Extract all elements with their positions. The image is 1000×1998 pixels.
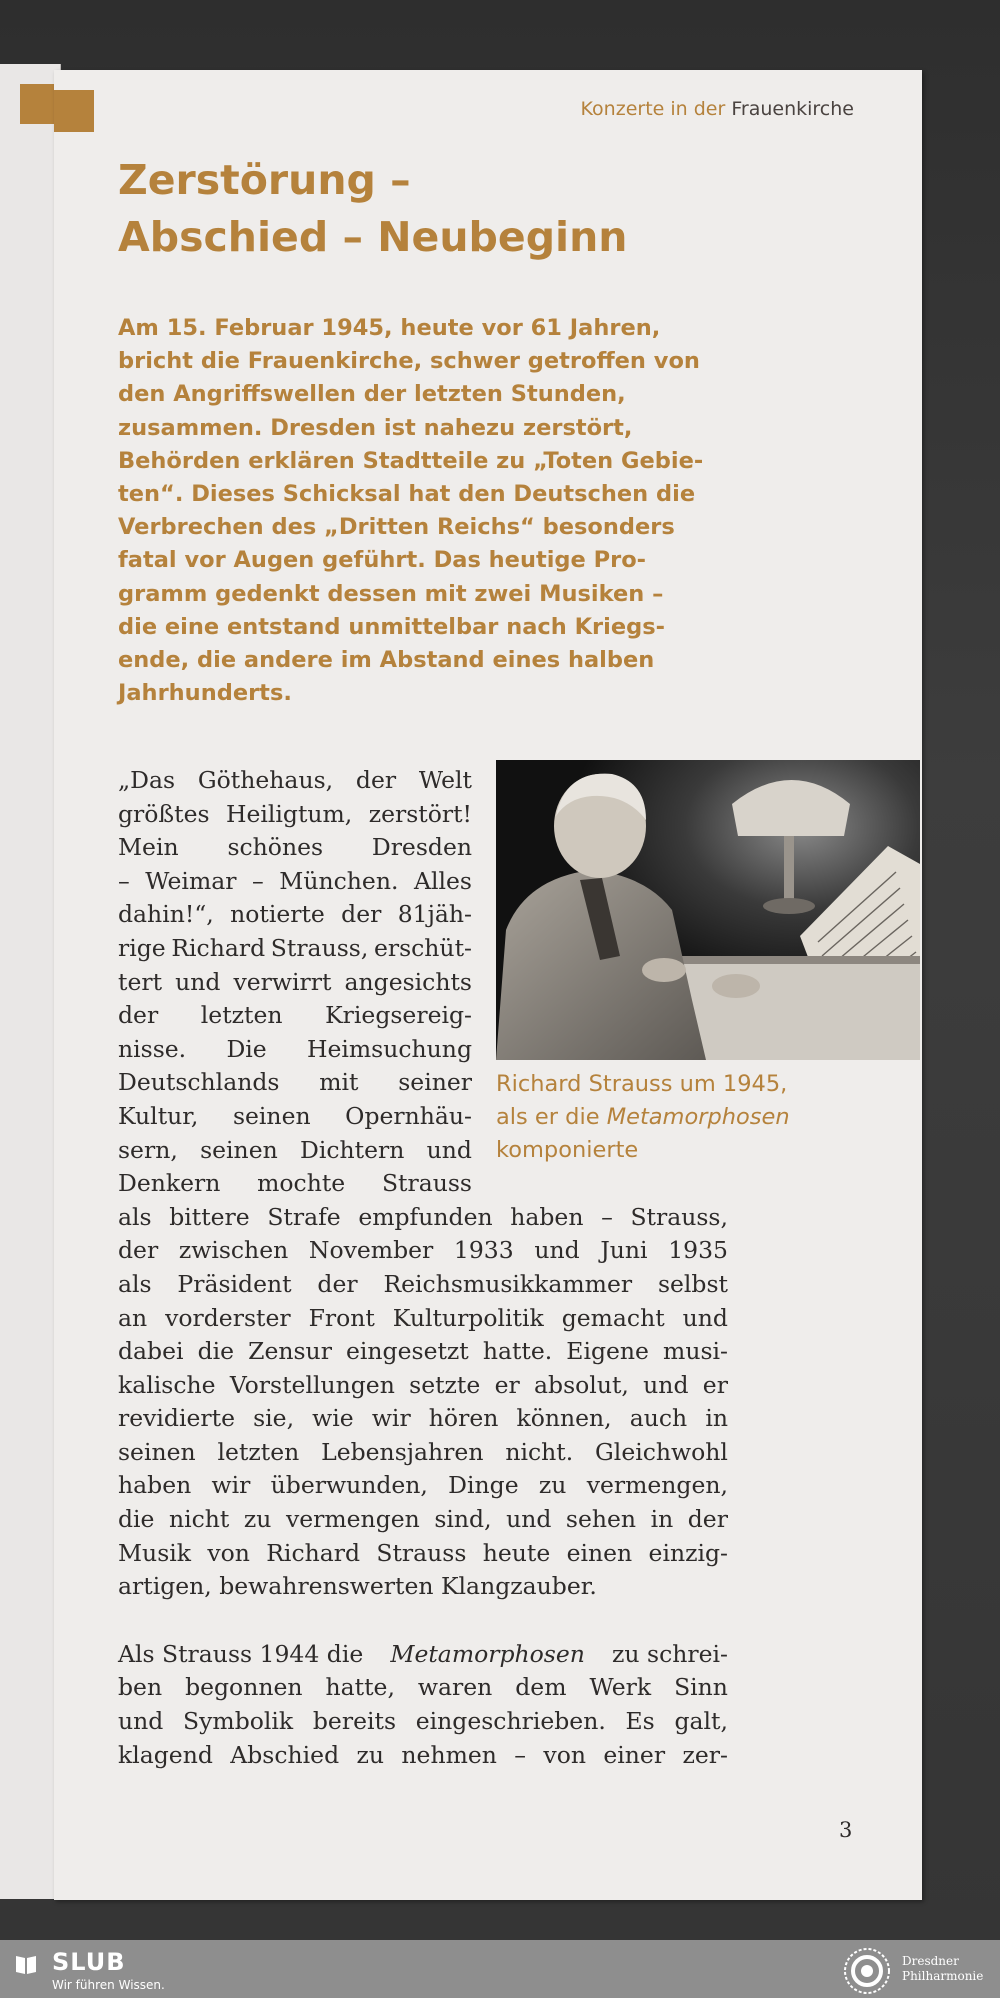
intro-line: Jahrhunderts.: [118, 680, 292, 707]
word: und: [175, 967, 221, 996]
word: können,: [516, 1404, 612, 1433]
intro-line: ende, die andere im Abstand eines halben: [118, 647, 655, 674]
brochure-page: [54, 70, 922, 1900]
word: in: [705, 1404, 728, 1433]
word: einzig-: [648, 1538, 728, 1567]
word: hatte,: [325, 1673, 395, 1702]
word: Eigene: [566, 1337, 649, 1366]
word: Kultur,: [118, 1101, 199, 1130]
footer-bar: [0, 1940, 1000, 1998]
slub-tagline: Wir führen Wissen.: [52, 1978, 165, 1992]
word: und: [643, 1370, 689, 1399]
word: selbst: [657, 1269, 728, 1298]
word: vorderster: [165, 1303, 291, 1332]
word: bereits: [312, 1707, 397, 1736]
word: mit: [319, 1068, 359, 1097]
page-color-tab: [54, 90, 94, 132]
word: seiner: [398, 1068, 472, 1097]
word: waren: [417, 1673, 493, 1702]
body-line: [118, 1638, 728, 1672]
word: Reichsmusikkammer: [383, 1269, 633, 1298]
word: einen: [566, 1538, 633, 1567]
word: Alles: [413, 866, 472, 895]
word: Es: [625, 1707, 655, 1736]
intro-line: die eine entstand unmittelbar nach Kriegs-: [118, 613, 665, 640]
word: Welt: [418, 766, 472, 794]
word: wie: [312, 1404, 354, 1433]
body-line: [118, 1234, 728, 1268]
word: zu: [243, 1505, 272, 1534]
word: hören: [428, 1404, 499, 1433]
body-line: [118, 1671, 728, 1705]
word: vermengen,: [586, 1471, 728, 1500]
body-line: [118, 1268, 728, 1302]
word: größtes: [118, 799, 210, 828]
word: von: [543, 1740, 586, 1769]
paragraph-gap: [118, 1604, 728, 1638]
word: dahin!“,: [118, 900, 214, 929]
word: Musik: [118, 1538, 192, 1567]
body-text-run: Als Strauss 1944 die: [118, 1639, 364, 1668]
word: Die: [226, 1034, 267, 1063]
header-prefix: Konzerte in der: [580, 98, 726, 120]
body-line: [118, 1167, 472, 1201]
word: Sinn: [674, 1673, 728, 1702]
body-line: [118, 1469, 728, 1503]
word: sehen: [565, 1505, 637, 1534]
body-line: [118, 865, 472, 899]
word: Strauss,: [630, 1202, 728, 1231]
philharmonie-emblem-icon: [842, 1946, 892, 1996]
word: zu: [538, 1471, 567, 1500]
word: Heimsuchung: [306, 1034, 472, 1063]
word: vermengen: [285, 1505, 420, 1534]
running-header: [581, 98, 854, 120]
body-line: [118, 1066, 472, 1100]
intro-line: fatal vor Augen geführt. Das heutige Pro-: [118, 547, 647, 574]
partner-name-line: Philharmonie: [902, 1969, 984, 1983]
word: eingesetzt: [346, 1337, 469, 1366]
word: heute: [482, 1538, 551, 1567]
word: als: [118, 1269, 152, 1298]
body-line: [118, 1402, 728, 1436]
word: Dinge: [448, 1471, 519, 1500]
word: Strauss: [381, 1169, 472, 1198]
word: November: [308, 1236, 434, 1265]
word: und: [118, 1707, 164, 1736]
word: dem: [515, 1673, 567, 1702]
word: der: [341, 900, 382, 929]
caption-text: als er die: [496, 1104, 607, 1130]
intro-line: ten“. Dieses Schicksal hat den Deutschen die: [118, 481, 696, 508]
word: haben: [118, 1471, 192, 1500]
word: Kriegsereig-: [325, 1001, 472, 1030]
body-line: [118, 932, 472, 966]
word: an: [118, 1303, 148, 1332]
intro-line: zusammen. Dresden ist nahezu zerstört,: [118, 414, 633, 441]
body-line: [118, 1302, 728, 1336]
word: Werk: [589, 1673, 652, 1702]
word: sie,: [253, 1404, 295, 1433]
page-title: [118, 152, 818, 266]
body-line: [118, 1201, 728, 1235]
intro-line: bricht die Frauenkirche, schwer getroffen von: [118, 348, 700, 375]
caption-italic: Metamorphosen: [606, 1104, 790, 1130]
word: in: [650, 1505, 674, 1534]
word: notierte: [230, 900, 325, 929]
word: die: [118, 1505, 155, 1534]
word: nicht: [168, 1505, 230, 1534]
word: und: [534, 1236, 580, 1265]
word: Lebensjahren: [321, 1437, 484, 1466]
word: Präsident: [177, 1269, 292, 1298]
word: Dresden: [371, 833, 472, 862]
body-text-run: zu schrei-: [612, 1639, 728, 1668]
word: und: [682, 1303, 728, 1332]
word: München.: [279, 866, 399, 895]
slub-logo-text: SLUB: [52, 1948, 126, 1976]
word: überwunden,: [270, 1471, 428, 1500]
intro-line: Am 15. Februar 1945, heute vor 61 Jahren,: [118, 315, 661, 341]
word: –: [601, 1202, 613, 1231]
word: tert: [118, 967, 163, 996]
word: empfunden: [358, 1202, 493, 1231]
word: Weimar: [145, 866, 237, 895]
body-italic: Metamorphosen: [390, 1639, 585, 1668]
caption-line: Richard Strauss um 1945,: [496, 1071, 788, 1097]
intro-line: Behörden erklären Stadtteile zu „Toten Gebie-: [118, 447, 704, 474]
word: absolut,: [534, 1370, 629, 1399]
word: angesichts: [344, 967, 472, 996]
intro-line: gramm gedenkt dessen mit zwei Musiken –: [118, 580, 664, 607]
word: „Das: [118, 766, 176, 794]
word: Richard: [266, 1538, 361, 1567]
body-line: [118, 1436, 728, 1470]
word: –: [514, 1740, 527, 1769]
intro-paragraph: [118, 312, 758, 710]
previous-page-tab: [20, 84, 54, 124]
word: Front: [308, 1303, 375, 1332]
word: er: [494, 1370, 520, 1399]
body-line: [118, 1503, 728, 1537]
body-line: [118, 1033, 472, 1067]
word: musi-: [663, 1337, 728, 1366]
body-line: [118, 966, 472, 1000]
body-line: [118, 1537, 728, 1571]
word: zerstört!: [368, 799, 472, 828]
word: Richard: [171, 933, 266, 962]
word: nehmen: [401, 1740, 497, 1769]
word: letzten: [217, 1437, 300, 1466]
word: zwischen: [178, 1236, 289, 1265]
body-line: [118, 1739, 728, 1773]
word: –: [252, 866, 264, 895]
word: verwirrt: [233, 967, 332, 996]
word: 1933: [453, 1236, 514, 1265]
word: von: [207, 1538, 250, 1567]
word: der: [118, 1236, 159, 1265]
body-line: [118, 1705, 728, 1739]
word: Mein: [118, 833, 179, 862]
word: nicht.: [505, 1437, 574, 1466]
page-number: 3: [839, 1818, 853, 1842]
header-emphasis: Frauenkirche: [731, 98, 854, 120]
word: Göthehaus,: [197, 766, 334, 794]
word: bittere: [169, 1202, 250, 1231]
word: hatte.: [482, 1337, 553, 1366]
word: der: [317, 1269, 358, 1298]
word: begonnen: [185, 1673, 303, 1702]
word: der: [687, 1505, 728, 1534]
word: Dichtern: [300, 1135, 405, 1164]
word: dabei: [118, 1337, 184, 1366]
word: Heiligtum,: [225, 799, 353, 828]
word: und: [506, 1505, 552, 1534]
word: seinen: [232, 1101, 311, 1130]
word: zu: [356, 1740, 385, 1769]
word: rige: [118, 933, 166, 962]
word: nisse.: [118, 1034, 187, 1063]
word: einer: [603, 1740, 666, 1769]
word: sern,: [118, 1135, 178, 1164]
word: wir: [211, 1471, 251, 1500]
word: schönes: [227, 833, 324, 862]
book-icon: [14, 1952, 38, 1976]
body-line: [118, 798, 472, 832]
word: Abschied: [230, 1740, 340, 1769]
body-text: [118, 764, 728, 1772]
word: er: [702, 1370, 728, 1399]
body-line: [118, 1335, 728, 1369]
word: Opernhäu-: [345, 1101, 472, 1130]
word: Vorstellungen: [229, 1370, 395, 1399]
word: mochte: [257, 1169, 346, 1198]
word: als: [118, 1202, 152, 1231]
word: klagend: [118, 1740, 213, 1769]
word: Deutschlands: [118, 1068, 280, 1097]
word: der: [355, 766, 397, 794]
word: galt,: [674, 1707, 728, 1736]
body-line: artigen, bewahrenswerten Klangzauber.: [118, 1572, 597, 1601]
word: ben: [118, 1673, 163, 1702]
body-line: [118, 831, 472, 865]
body-line: [118, 1100, 472, 1134]
word: Gleichwohl: [595, 1437, 728, 1466]
word: sind,: [434, 1505, 492, 1534]
word: haben: [510, 1202, 584, 1231]
word: –: [118, 866, 130, 895]
word: Kulturpolitik: [392, 1303, 544, 1332]
body-line: [118, 1369, 728, 1403]
body-line: [118, 898, 472, 932]
word: der: [118, 1001, 159, 1030]
word: Zensur: [248, 1337, 332, 1366]
body-line: [118, 764, 472, 798]
title-line: Zerstörung –: [118, 156, 411, 204]
word: die: [197, 1337, 235, 1366]
body-line: [118, 1134, 472, 1168]
word: wir: [371, 1404, 411, 1433]
body-line: [118, 999, 472, 1033]
word: auch: [629, 1404, 688, 1433]
caption-line: komponierte: [496, 1137, 639, 1163]
philharmonie-logo-text: [902, 1954, 998, 1984]
word: Denkern: [118, 1169, 221, 1198]
intro-line: Verbrechen des „Dritten Reichs“ besonders: [118, 514, 675, 541]
partner-name-line: Dresdner: [902, 1954, 959, 1968]
word: Juni: [600, 1236, 648, 1265]
word: und: [426, 1135, 472, 1164]
word: seinen: [200, 1135, 278, 1164]
word: revidierte: [118, 1404, 235, 1433]
word: zer-: [682, 1740, 728, 1769]
word: 81jäh-: [397, 900, 472, 929]
intro-line: den Angriffswellen der letzten Stunden,: [118, 381, 626, 408]
word: erschüt-: [373, 933, 472, 962]
word: Strafe: [267, 1202, 341, 1231]
word: 1935: [668, 1236, 728, 1265]
word: setzte: [409, 1370, 481, 1399]
word: Strauss: [376, 1538, 467, 1567]
word: Strauss,: [270, 933, 369, 962]
word: seinen: [118, 1437, 196, 1466]
word: Symbolik: [183, 1707, 294, 1736]
word: kalische: [118, 1370, 216, 1399]
word: eingeschrieben.: [415, 1707, 606, 1736]
word: letzten: [200, 1001, 283, 1030]
word: gemacht: [561, 1303, 665, 1332]
title-line: Abschied – Neubeginn: [118, 213, 628, 261]
previous-page-edge: [0, 64, 61, 1899]
